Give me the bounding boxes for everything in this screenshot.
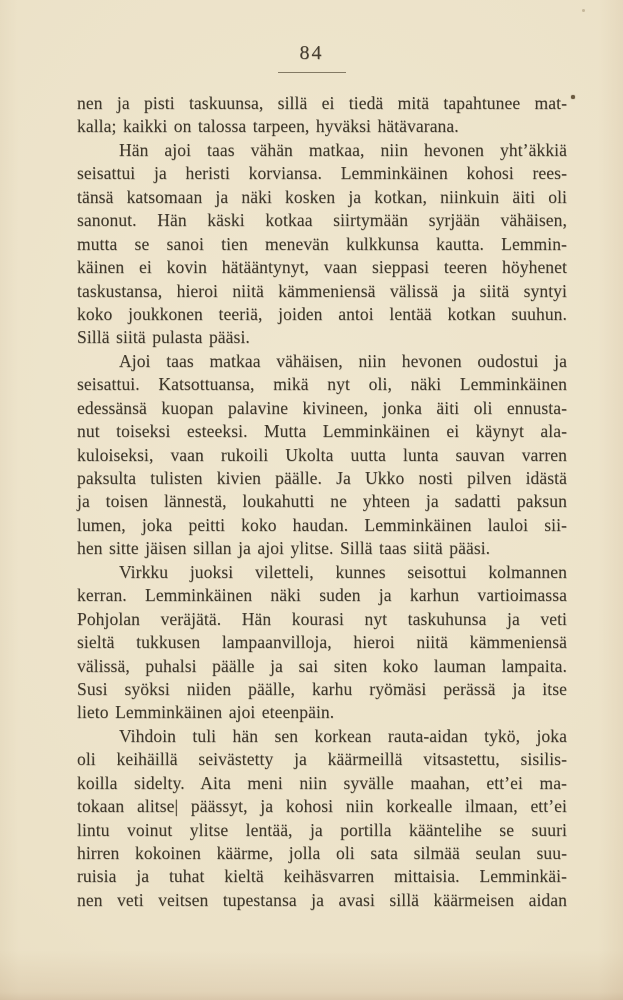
text-line: koko joukkonen teeriä, joiden antoi lentää kotkan suuhun. [77, 303, 567, 324]
text-line: koilla sidelty. Aita meni niin syvälle maahan, ett’ei ma- [77, 772, 567, 793]
text-line: Vihdoin tuli hän sen korkean rauta-aidan tykö, joka [119, 725, 567, 746]
text-line: kuloiseksi, vaan rukoili Ukolta uutta lunta sauvan varren [77, 444, 567, 465]
page-number: 84 [299, 42, 324, 64]
page-text [77, 92, 567, 912]
text-line: Pohjolan veräjätä. Hän kourasi nyt taskuhunsa ja veti [77, 608, 567, 629]
text-line: välissä, puhalsi päälle ja sai siten koko lauman lampaita. [77, 655, 567, 676]
text-line: kalla; kaikki on talossa tarpeen, hyväksi hätävarana. [77, 116, 459, 137]
text-line: Sillä siitä pulasta pääsi. [77, 327, 250, 348]
text-line: mutta se sanoi tien menevän kulkkunsa kautta. Lemmin- [77, 233, 567, 254]
text-line: Ajoi taas matkaa vähäisen, niin hevonen oudostui ja [119, 350, 567, 371]
text-line: taskustansa, hieroi niitä kämmeniensä välissä ja siitä syntyi [77, 280, 567, 301]
text-line: nen ja pisti taskuunsa, sillä ei tiedä mitä tapahtunee mat- [77, 93, 567, 113]
text-line: tänsä katsomaan ja näki kosken ja kotkan, niinkuin äiti oli [77, 186, 567, 207]
text-line: lintu voinut ylitse lentää, ja portilla kääntelihe se suuri [77, 819, 567, 840]
text-line: Virkku juoksi viletteli, kunnes seisottui kolmannen [119, 561, 567, 582]
text-line: tokaan alitse| päässyt, ja kohosi niin korkealle ilmaan, ett’ei [77, 796, 567, 817]
text-line: paksulta tulisten kivien päälle. Ja Ukko nosti pilven idästä [77, 468, 567, 488]
ink-speck [582, 9, 585, 12]
text-line: kerran. Lemminkäinen näki suden ja karhun vartioimassa [77, 585, 567, 606]
text-line: oli keihäillä seivästetty ja käärmeillä vitsastettu, sisilis- [77, 749, 567, 770]
text-line: lumen, joka peitti koko haudan. Lemminkäinen lauloi sii- [77, 514, 567, 535]
text-line: edessänsä kuopan palavine kivineen, jonka äiti oli ennusta- [77, 397, 567, 418]
text-line: seisattui. Katsottuansa, mikä nyt oli, näki Lemminkäinen [77, 374, 567, 395]
text-line: ja toisen lännestä, loukahutti ne yhteen ja sadatti paksun [77, 491, 567, 512]
text-line: sieltä tukkusen lampaanvilloja, hieroi niitä kämmeniensä [77, 632, 567, 653]
text-line: seisattui ja heristi korviansa. Lemminkäinen kohosi rees- [77, 163, 567, 184]
page-number-rule [278, 72, 346, 73]
page-header [0, 42, 623, 73]
text-line: Susi syöksi niiden päälle, karhu ryömäsi perässä ja itse [77, 678, 567, 699]
text-line: hen sitte jäisen sillan ja ajoi ylitse. Sillä taas siitä pääsi. [77, 538, 491, 559]
ink-speck [571, 95, 575, 99]
text-line: hirren kokoinen käärme, jolla oli sata silmää seulan suu- [77, 843, 567, 863]
text-line: ruisia ja tuhat kieltä keihäsvarren mittaisia. Lemminkäi- [77, 866, 567, 887]
text-line: lieto Lemminkäinen ajoi eteenpäin. [77, 702, 335, 723]
text-line: käinen ei kovin hätääntynyt, vaan sieppasi teeren höyhenet [77, 257, 567, 278]
text-line: Hän ajoi taas vähän matkaa, niin hevonen yht’äkkiä [119, 139, 567, 160]
text-line: nen veti veitsen tupestansa ja avasi sillä käärmeisen aidan [77, 889, 567, 910]
text-line: sanonut. Hän käski kotkaa siirtymään syrjään vähäisen, [77, 210, 567, 231]
text-line: nut toiseksi esteeksi. Mutta Lemminkäinen ei käynyt ala- [77, 421, 567, 442]
